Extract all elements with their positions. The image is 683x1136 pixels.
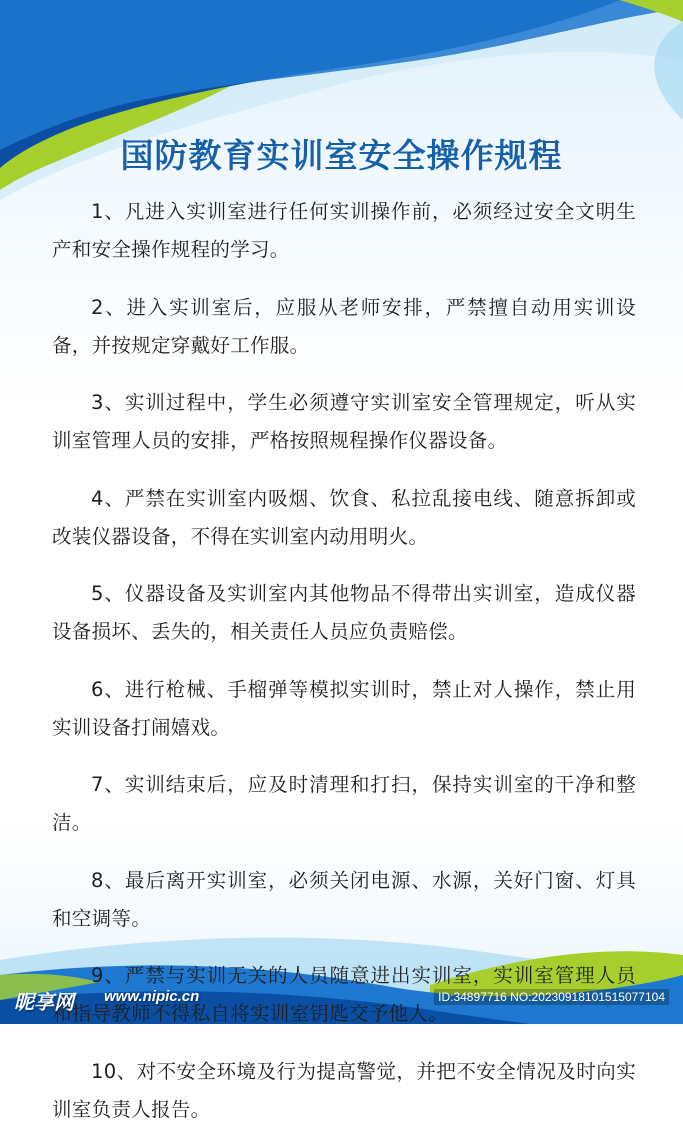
rule-item-8: 8、最后离开实训室，必须关闭电源、水源，关好门窗、灯具和空调等。 bbox=[52, 868, 636, 930]
rule-item-10: 10、对不安全环境及行为提高警觉，并把不安全情况及时向实训室负责人报告。 bbox=[52, 1059, 636, 1121]
rule-item-3: 3、实训过程中，学生必须遵守实训室安全管理规定，听从实训室管理人员的安排，严格按照规程操作仪器设备。 bbox=[52, 391, 636, 452]
page-title: 国防教育实训室安全操作规程 bbox=[120, 136, 563, 175]
rule-item-5: 5、仪器设备及实训室内其他物品不得带出实训室，造成仪器设备损坏、丢失的，相关责任人员应负责赔偿。 bbox=[52, 582, 636, 643]
rule-item-4: 4、严禁在实训室内吸烟、饮食、私拉乱接电线、随意拆卸或改装仪器设备，不得在实训室内动用明火。 bbox=[52, 486, 636, 548]
rule-item-7: 7、实训结束后，应及时清理和打扫，保持实训室的干净和整洁。 bbox=[52, 773, 636, 834]
rule-item-6: 6、进行枪械、手榴弹等模拟实训时，禁止对人操作，禁止用实训设备打闹嬉戏。 bbox=[52, 677, 636, 739]
watermark-url: www.nipic.cn bbox=[104, 988, 200, 1005]
image-id-text: ID:34897716 NO:20230918101515077104 bbox=[434, 989, 669, 1005]
watermark-logo: 昵享网 bbox=[14, 990, 74, 1014]
rule-item-1: 1、凡进入实训室进行任何实训操作前，必须经过安全文明生产和安全操作规程的学习。 bbox=[52, 200, 636, 261]
rule-item-2: 2、进入实训室后，应服从老师安排，严禁擅自动用实训设备，并按规定穿戴好工作服。 bbox=[52, 295, 636, 357]
rule-item-9: 9、严禁与实训无关的人员随意进出实训室，实训室管理人员和指导教师不得私自将实训室钥匙交予他人。 bbox=[52, 964, 636, 1025]
